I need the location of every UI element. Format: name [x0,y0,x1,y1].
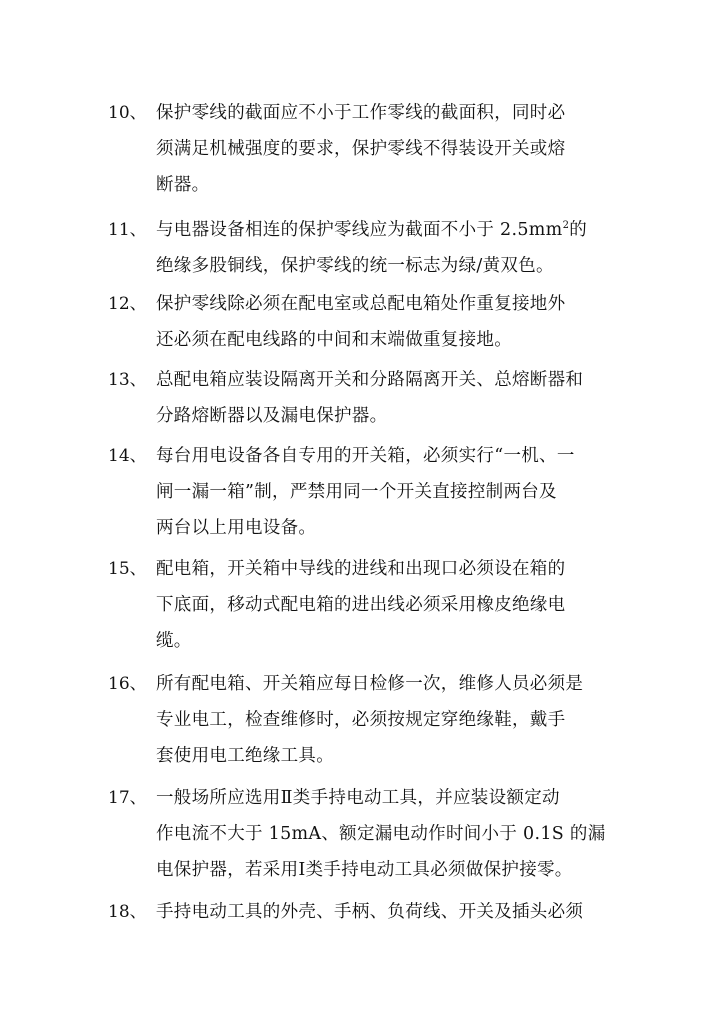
item-number: 17、 [108,788,147,808]
item-number: 10、 [108,103,147,123]
item-text [156,438,626,546]
item-text [156,666,626,774]
item-number: 16、 [108,674,147,694]
item-number: 11、 [108,220,147,240]
item-text [156,362,626,434]
item-number: 18、 [108,902,147,922]
text-line: 绝缘多股铜线，保护零线的统一标志为绿/黄双色。 [156,256,554,276]
text-line: 总配电箱应装设隔离开关和分路隔离开关、总熔断器和 [156,370,584,390]
text-segment: 的 [569,220,588,240]
text-line: 保护零线除必须在配电室或总配电箱处作重复接地外 [156,294,566,314]
item-number: 14、 [108,446,147,466]
item-number: 12、 [108,294,147,314]
text-line: 须满足机械强度的要求，保护零线不得装设开关或熔 [156,139,566,159]
text-line: 所有配电箱、开关箱应每日检修一次，维修人员必须是 [156,674,584,694]
text-line: 下底面，移动式配电箱的进出线必须采用橡皮绝缘电 [156,595,566,615]
item-number: 13、 [108,370,147,390]
text-segment: 与电器设备相连的保护零线应为截面不小于 2.5mm [156,220,563,240]
text-line: 套使用电工绝缘工具。 [156,746,334,766]
text-line: 缆。 [156,631,192,651]
text-line: 每台用电设备各自专用的开关箱，必须实行“一机、一 [156,446,575,466]
item-text [156,286,626,358]
item-text [156,894,626,930]
text-line: 手持电动工具的外壳、手柄、负荷线、开关及插头必须 [156,902,584,922]
text-line: 电保护器，若采用Ⅰ类手持电动工具必须做保护接零。 [156,860,573,880]
text-line: 配电箱，开关箱中导线的进线和出现口必须设在箱的 [156,559,566,579]
item-text [156,780,626,888]
text-line: 专业电工，检查维修时，必须按规定穿绝缘鞋，戴手 [156,710,566,730]
text-line: 闸一漏一箱”制，严禁用同一个开关直接控制两台及 [156,482,557,502]
item-text [156,95,626,203]
text-line: 断器。 [156,175,210,195]
text-line: 保护零线的截面应不小于工作零线的截面积，同时必 [156,103,566,123]
item-number: 15、 [108,559,147,579]
text-line: 一般场所应选用Ⅱ类手持电动工具，并应装设额定动 [156,788,560,808]
item-text [156,551,626,659]
text-line: 分路熔断器以及漏电保护器。 [156,406,388,426]
text-line [156,212,626,248]
text-line: 两台以上用电设备。 [156,518,317,538]
superscript: 2 [562,220,570,231]
text-line: 还必须在配电线路的中间和末端做重复接地。 [156,330,512,350]
text-line: 作电流不大于 15mA、额定漏电动作时间小于 0.1S 的漏 [156,824,606,844]
item-text [156,212,626,284]
